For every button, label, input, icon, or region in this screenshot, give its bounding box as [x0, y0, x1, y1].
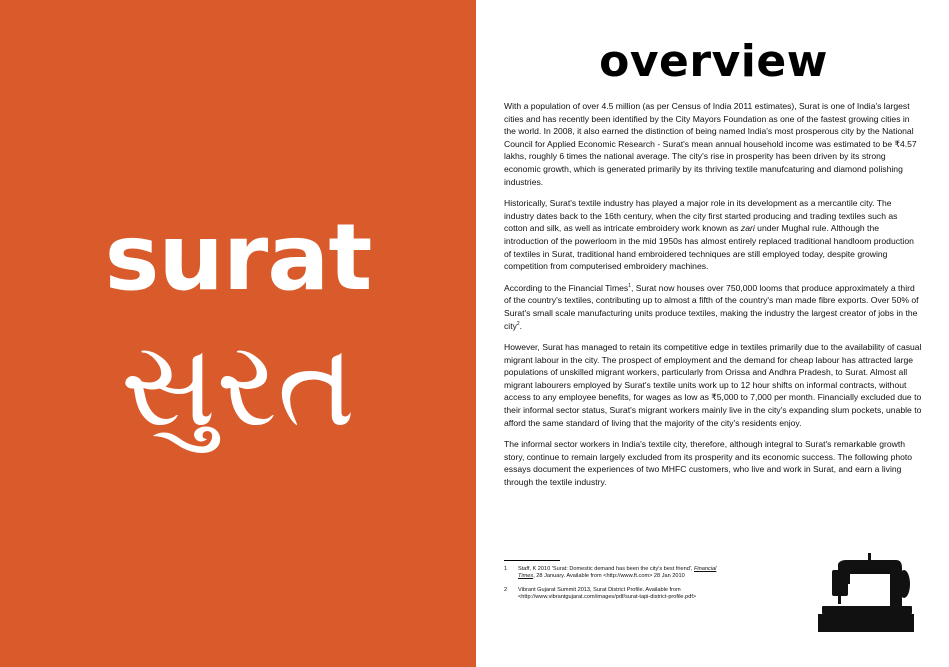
paragraph: The informal sector workers in India's textile city, therefore, although integral to Surat's remarkable growth story, continue to remain largely excluded from its prosperity and its economic success. The following photo essays document the experiences of two MHFC customers, who live and work in Surat, and earn a living through the textile industry. — [504, 439, 913, 488]
overview-body — [504, 100, 922, 498]
page-title: overview — [599, 36, 828, 87]
paragraph: However, Surat has managed to retain its competitive edge in textiles primarily due to the availability of casual migrant labour in the city. The prospect of employment and the demand for cheap labour has attracted large populations of unskilled migrant workers, particularly from Orissa and Andhra Pradesh, to Surat. Almost all migrant labourers employed by Surat's textile units work up to 12 hour shifts on informal contracts, without access to any employee benefits, for wages as low as ₹5,000 to 7,000 per month. Financially excluded due to their informal sector status, Surat's migrant workers mainly live in the city's expanding slum pockets, unable to afford the same standard of living that the majority of the city's residents enjoy. — [504, 342, 922, 428]
footnote: 1 Staff, K 2010 'Surat: Domestic demand has been the city's best friend', Financial Times, 28 January. Available from <http://www.ft.com> 28 Jan 2010 — [504, 566, 717, 580]
footnote-ref: 1 — [628, 282, 631, 289]
paragraph: According to the Financial Times$^1$, Surat now houses over 750,000 looms that produce approximately a third of the country's textiles, contributing up to almost a fifth of the country's man made fibre exports. Over 50% of Surat's small scale manufacturing units produce textiles, making the industry the largest creator of jobs in the city$^2$. — [504, 282, 919, 331]
footnotes — [504, 566, 734, 608]
footnote-ref: 2 — [516, 320, 520, 327]
city-name-gujarati: સુરત — [120, 315, 356, 453]
overview-page — [478, 0, 949, 667]
paragraph: Historically, Surat's textile industry has played a major role in its development as a mercantile city. The industry dates back to the 16th century, when the city first started producing and trading textiles such as cotton and silk, as well as intricate embroidery work known as zari under Mughal rule. Although the introduction of the powerloom in the mid 1950s has almost entirely replaced traditional handloom production of textiles in Surat, traditional hand embroidered techniques are still employed today, despite growing competition from computerised embroidery machines. — [504, 198, 914, 272]
city-name-english: surat — [104, 204, 372, 311]
sewing-machine-icon — [810, 548, 914, 632]
footnote: 2 Vibrant Gujarat Summit 2013, Surat District Profile. Available from <http://www.vibrantgujarat.com/images/pdf/surat-tapi-district-profile.pdf> — [504, 586, 697, 601]
footnote-divider — [504, 560, 560, 561]
paragraph: With a population of over 4.5 million (as per Census of India 2011 estimates), Surat is one of India's largest cities and has recently been identified by the City Mayors Foundation as one of the fastest growing cities in the world. In 2008, it also earned the distinction of being named India's most prosperous city by the National Council for Applied Economic Research - Surat's mean annual household income was estimated to be ₹4.57 lakhs, roughly 6 times the national average. The city's rise in prosperity has been driven by its strong economic growth, which is generated primarily by its thriving textile manufcaturing and diamond polishing industries. — [504, 101, 917, 187]
